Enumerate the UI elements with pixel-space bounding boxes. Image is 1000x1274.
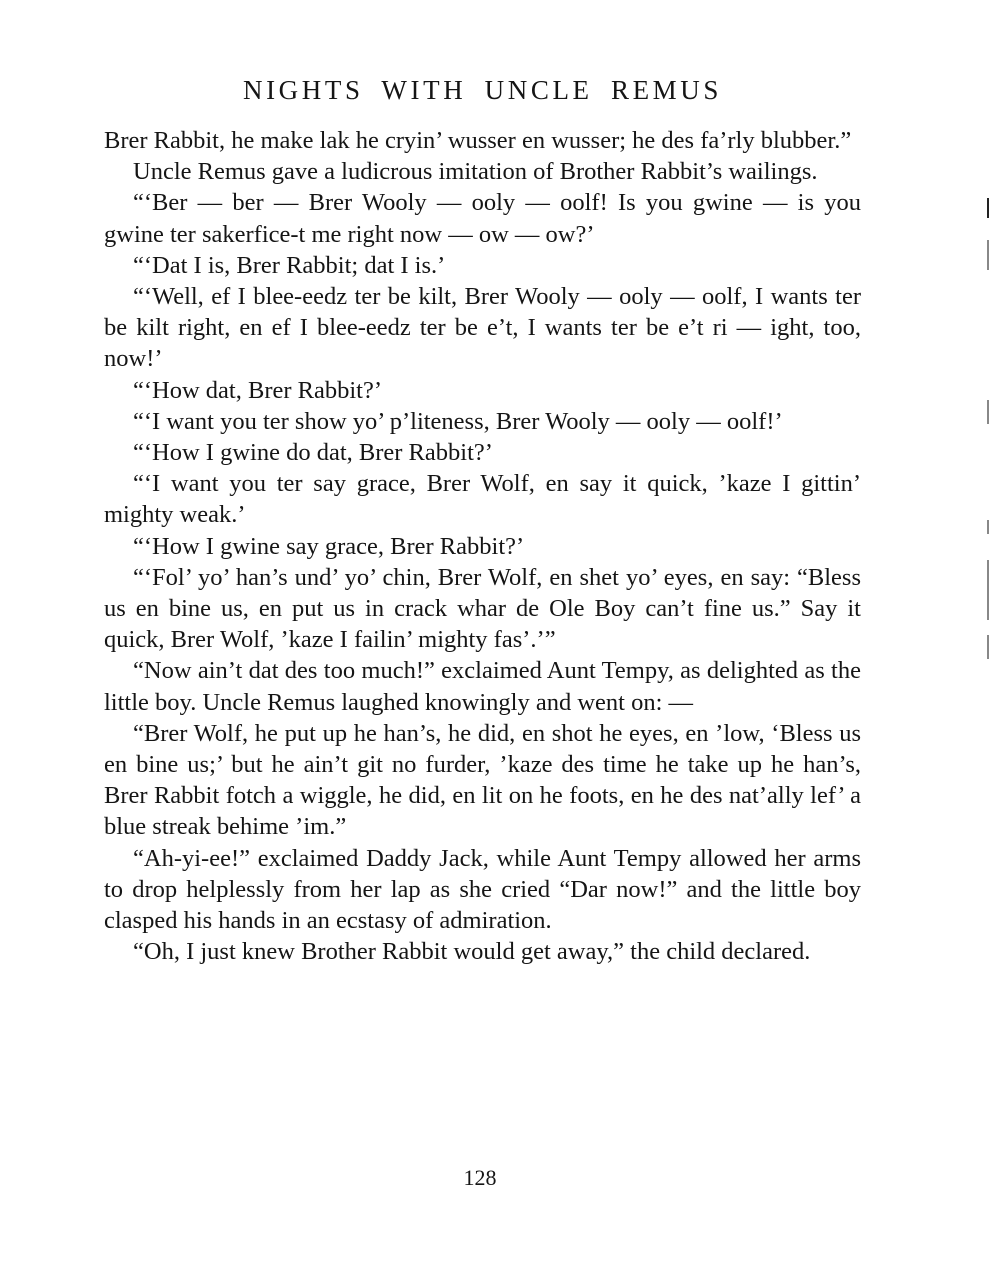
body-text	[104, 125, 861, 967]
paragraph: “‘Dat I is, Brer Rabbit; dat I is.’	[133, 251, 446, 279]
paragraph: “‘Ber — ber — Brer Wooly — ooly — oolf! Is you gwine — is you gwine ter sakerfice-t me right now — ow — ow?’	[104, 189, 861, 248]
scan-mark	[987, 635, 989, 659]
paragraph: “‘Well, ef I blee-eedz ter be kilt, Brer Wooly — ooly — oolf, I wants ter be kilt right, en ef I blee-eedz ter be e’t, I wants ter be e’t ri — ight, too, now!’	[104, 283, 861, 373]
paragraph: “‘I want you ter show yo’ p’liteness, Brer Wooly — ooly — oolf!’	[133, 407, 783, 435]
paragraph: Uncle Remus gave a ludicrous imitation of Brother Rabbit’s wailings.	[133, 158, 818, 186]
running-head-title: NIGHTS WITH UNCLE REMUS	[242, 75, 723, 105]
scan-mark	[987, 198, 989, 218]
paragraph: “‘How dat, Brer Rabbit?’	[133, 376, 382, 404]
paragraph: “Ah-yi-ee!” exclaimed Daddy Jack, while Aunt Tempy allowed her arms to drop helplessly from her lap as she cried “Dar now!” and the little boy clasped his hands in an ecstasy of admiration.	[104, 844, 861, 935]
scan-mark	[987, 560, 989, 620]
paragraph: “‘How I gwine do dat, Brer Rabbit?’	[133, 439, 493, 467]
paragraph: Brer Rabbit, he make lak he cryin’ wusser en wusser; he des fa’rly blubber.”	[104, 127, 852, 154]
paragraph: “‘I want you ter say grace, Brer Wolf, en say it quick, ’kaze I gittin’ mighty weak.’	[104, 470, 861, 529]
paragraph: “Now ain’t dat des too much!” exclaimed Aunt Tempy, as delighted as the little boy. Uncle Remus laughed knowingly and went on: —	[104, 657, 861, 716]
scan-edge-marks	[984, 190, 994, 670]
paragraph: “‘How I gwine say grace, Brer Rabbit?’	[133, 532, 525, 560]
page-number: 128	[463, 1165, 497, 1190]
paragraph: “Brer Wolf, he put up he han’s, he did, en shot he eyes, en ’low, ‘Bless us en bine us;’ but he ain’t git no furder, ’kaze des time he take up he han’s, Brer Rabbit fotch a wiggle, he did, en lit on he foots, en he des nat’ally lef’ a blue streak behime ’im.”	[104, 719, 861, 841]
scan-mark	[987, 240, 989, 270]
paragraph: “Oh, I just knew Brother Rabbit would get away,” the child declared.	[133, 938, 811, 966]
scan-mark	[987, 400, 989, 424]
paragraph: “‘Fol’ yo’ han’s und’ yo’ chin, Brer Wolf, en shet yo’ eyes, en say: “Bless us en bine us, en put us in crack whar de Ole Boy can’t fine us.” Say it quick, Brer Wolf, ’kaze I failin’ mighty fas’.’”	[104, 563, 861, 654]
scan-mark	[987, 520, 989, 534]
